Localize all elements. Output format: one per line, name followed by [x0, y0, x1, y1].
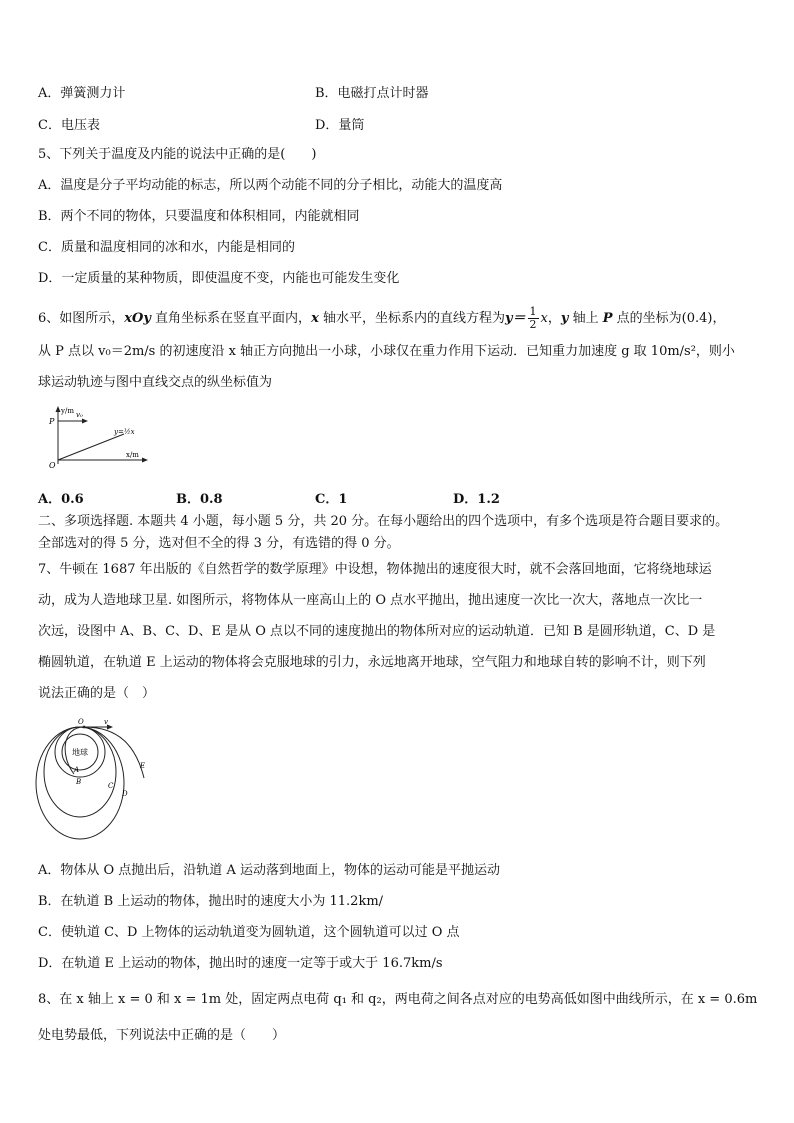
q6-fraction — [528, 306, 539, 331]
q7-stem-line-5: 说法正确的是（ ） — [38, 686, 156, 701]
q4-option-d: D．量筒 — [315, 118, 365, 133]
q6-fig-p: P — [49, 417, 55, 426]
q5-option-c: C．质量和温度相同的冰和水，内能是相同的 — [38, 240, 295, 255]
q5-option-d: D．一定质量的某种物质，即使温度不变，内能也可能发生变化 — [38, 271, 400, 286]
q6-straight-line — [58, 434, 124, 460]
q7-option-c: C．使轨道 C、D 上物体的运动轨道变为圆轨道，这个圆轨道可以过 O 点 — [38, 925, 460, 940]
q6-x2: x — [540, 311, 548, 326]
q5-option-a: A．温度是分子平均动能的标志，所以两个动能不同的分子相比，动能大的温度高 — [38, 178, 503, 193]
q4-option-b: B．电磁打点计时器 — [315, 86, 429, 101]
q6-fig-line-label: y=½x — [114, 428, 135, 436]
q6-text: 直角坐标系在竖直平面内， — [150, 311, 312, 326]
q6-frac-num: 1 — [529, 305, 537, 318]
q6-y: y — [560, 311, 569, 326]
q6-x-arrow — [142, 458, 148, 463]
q6-option-b: B．0.8 — [176, 492, 223, 507]
q6-stem-line-2: 从 P 点以 v₀＝2m/s 的初速度沿 x 轴正方向抛出一小球，小球仅在重力作用下运动．已知重力加速度 g 取 10m/s²，则小 — [38, 344, 735, 359]
q8-stem-line-1: 8、在 x 轴上 x = 0 和 x = 1m 处，固定两点电荷 q₁ 和 q₂，两电荷之间各点对应的电势高低如图中曲线所示，在 x = 0.6m — [38, 992, 758, 1007]
q6-y-eq: y＝ — [504, 311, 526, 326]
section-2-header-line-1: 二、多项选择题. 本题共 4 小题，每小题 5 分，共 20 分。在每小题给出的四个选项中，有多个选项是符合题目要求的。 — [38, 514, 729, 529]
q6-x: x — [311, 311, 319, 326]
section-2-header-line-2: 全部选对的得 5 分，选对但不全的得 3 分，有选错的得 0 分。 — [38, 536, 400, 551]
q6-stem-line-3: 球运动轨迹与图中直线交点的纵坐标值为 — [38, 375, 273, 390]
q5-option-b: B．两个不同的物体，只要温度和体积相同，内能就相同 — [38, 209, 360, 224]
q5-stem: 5、下列关于温度及内能的说法中正确的是( ) — [38, 147, 317, 162]
q6-text: 轴水平，坐标系内的直线方程为 — [318, 311, 505, 326]
q6-option-a: A．0.6 — [38, 492, 84, 507]
q7-fig-a: A — [74, 766, 80, 774]
q6-stem-line-1 — [38, 306, 725, 331]
q6-figure — [44, 404, 154, 470]
q6-velocity-arrow — [82, 419, 88, 424]
q6-fig-ylabel: y/m — [61, 407, 74, 415]
q8-stem-line-2: 处电势最低，下列说法中正确的是（ ） — [38, 1028, 286, 1043]
q7-stem-line-3: 次远，设图中 A、B、C、D、E 是从 O 点以不同的速度抛出的物体所对应的运动轨道．已知 B 是圆形轨道，C、D 是 — [38, 624, 716, 639]
orbit-e — [84, 727, 144, 778]
q7-option-b: B．在轨道 B 上运动的物体，抛出时的速度大小为 11.2km/ — [38, 894, 384, 909]
q6-y-arrow — [56, 406, 61, 412]
q6-fig-xlabel: x/m — [126, 451, 139, 459]
q6-fig-v0: v₀ — [76, 411, 83, 419]
q7-fig-c: C — [108, 782, 114, 790]
q7-fig-v: v — [104, 718, 108, 726]
q6-option-c: C．1 — [315, 492, 348, 507]
q6-p: P — [602, 311, 613, 326]
point-o — [83, 726, 86, 729]
q7-option-d: D．在轨道 E 上运动的物体，抛出时的速度一定等于或大于 16.7km/s — [38, 956, 443, 971]
q7-fig-b: B — [76, 778, 82, 786]
q6-xoy: xOy — [124, 311, 151, 326]
q6-text: 6、如图所示， — [38, 311, 125, 326]
q6-options — [38, 488, 500, 507]
orbit-c — [44, 727, 116, 817]
q6-fig-o: O — [49, 461, 56, 470]
q7-fig-earth: 地球 — [72, 748, 88, 757]
q7-stem-line-1: 7、牛顿在 1687 年出版的《自然哲学的数学原理》中设想，物体抛出的速度很大时，就不会落回地面，它将绕地球运 — [38, 562, 712, 577]
q6-text: ， — [547, 311, 561, 326]
q7-fig-d: D — [122, 790, 128, 798]
q7-figure — [34, 716, 154, 846]
q4-options-row-2 — [38, 114, 364, 133]
q6-option-d: D．1.2 — [453, 492, 500, 507]
q7-fig-o: O — [78, 718, 84, 726]
q6-frac-den: 2 — [529, 318, 537, 331]
q4-option-c: C．电压表 — [38, 118, 100, 133]
q6-text: 点的坐标为(0.4)， — [612, 311, 726, 326]
q7-fig-e: E — [140, 762, 146, 770]
q4-option-a: A．弹簧测力计 — [38, 86, 126, 101]
q7-stem-line-2: 动，成为人造地球卫星. 如图所示，将物体从一座高山上的 O 点水平抛出，抛出速度一次比一次大，落地点一次比一 — [38, 593, 703, 608]
q6-text: 轴上 — [568, 311, 603, 326]
q7-option-a: A．物体从 O 点抛出后，沿轨道 A 运动落到地面上，物体的运动可能是平抛运动 — [38, 863, 500, 878]
q7-stem-line-4: 椭圆轨道，在轨道 E 上运动的物体将会克服地球的引力，永远地离开地球，空气阻力和地球自转的影响不计，则下列 — [38, 655, 706, 670]
q4-options-row-1 — [38, 82, 429, 101]
